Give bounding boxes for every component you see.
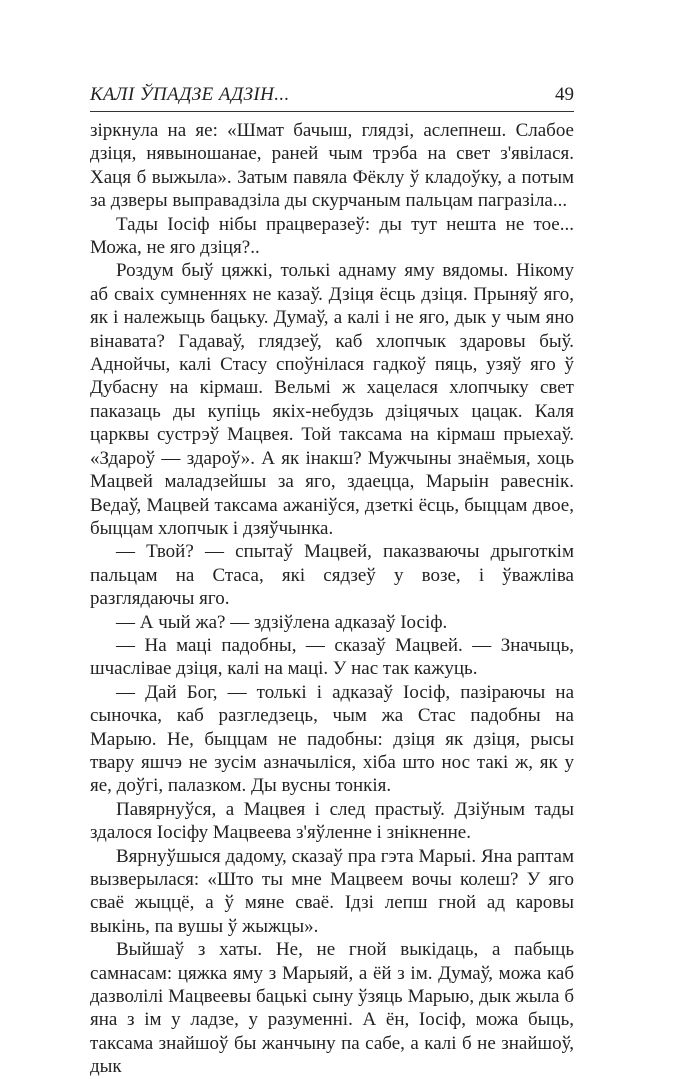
header-rule [90,111,574,112]
paragraph: Роздум быў цяжкі, толькі аднаму яму вядомы. Нікому аб сваіх сумненнях не казаў. Дзіця ёсць дзіця. Прыняў яго, як і належыць бацьку. Думаў, а калі і не яго, дык у чым яно вінавата? Гадаваў, глядзеў, каб хлопчык здаровы быў. Аднойчы, калі Стасу споўнілася гадкоў пяць, узяў яго ў Дубасну на кірмаш. Вельмі ж хацелася хлопчыку свет паказаць ды купіць якіх-небудзь дзіцячых цацак. Каля царквы сустрэў Мацвея. Той таксама на кірмаш прыехаў. «Здароў — здароў». А як інакш? Мужчыны знаёмыя, хоць Мацвей маладзейшы за яго, здаецца, Марыін равеснік. Ведаў, Мацвей таксама ажаніўся, дзеткі ёсць, быццам двое, быццам хлопчык і дзяўчынка. [90,260,574,539]
dialogue-line: — А чый жа? — здзіўлена адказаў Іосіф. [116,611,448,633]
paragraph: Вярнуўшыся дадому, сказаў пра гэта Марыі. Яна раптам вызверылася: «Што ты мне Мацвеем вочы колеш? У яго сваё жыццё, а ў мяне сваё. Ідзі лепш гной ад каровы выкінь, па вушы ў жыжцы». [90,845,574,937]
dialogue-line: — Дай Бог, — толькі і адказаў Іосіф, пазіраючы на сыночка, каб разгледзець, чым жа Стас падобны на Марыю. Не, быццам не падобны: дзіця як дзіця, рысы твару яшчэ не зусім азначыліся, хіба што нос такі ж, як у яе, доўгі, палазком. Ды вусны тонкія. [90,681,574,797]
paragraph: Павярнуўся, а Мацвея і след прастыў. Дзіўным тады здалося Іосіфу Мацвеева з'яўленне і знікненне. [90,798,574,844]
paragraph: зіркнула на яе: «Шмат бачыш, глядзі, аслепнеш. Слабое дзіця, нявыношанае, раней чым трэба на свет з'явілася. Хаця б выжыла». Затым павяла Фёклу ў кладоўку, а потым за дзверы выправадзіла ды скурчаным пальцам пагразіла... [90,120,574,212]
paragraph: Тады Іосіф нібы працверазеў: ды тут нешта не тое... Можа, не яго дзіця?.. [90,213,574,259]
page-number: 49 [555,84,574,105]
body-text [90,119,574,1079]
running-title: КАЛІ ЎПАДЗЕ АДЗІН... [90,84,290,105]
dialogue-line: — Твой? — спытаў Мацвей, паказваючы дрыготкім пальцам на Стаса, які сядзеў у возе, і ўважліва разглядаючы яго. [90,541,574,610]
dialogue-line: — На маці падобны, — сказаў Мацвей. — Значыць, шчаслівае дзіця, калі на маці. У нас так кажуць. [90,634,574,680]
running-header [90,84,574,106]
paragraph: Выйшаў з хаты. Не, не гной выкідаць, а пабыць самнасам: цяжка яму з Марыяй, а ёй з ім. Думаў, можа каб дазволілі Мацвеевы бацькі сыну ўзяць Марыю, дык жыла б яна з ім у ладзе, у разуменні. А ён, Іосіф, можа быць, таксама знайшоў бы жанчыну па сабе, а калі б не знайшоў, дык [90,939,574,1078]
